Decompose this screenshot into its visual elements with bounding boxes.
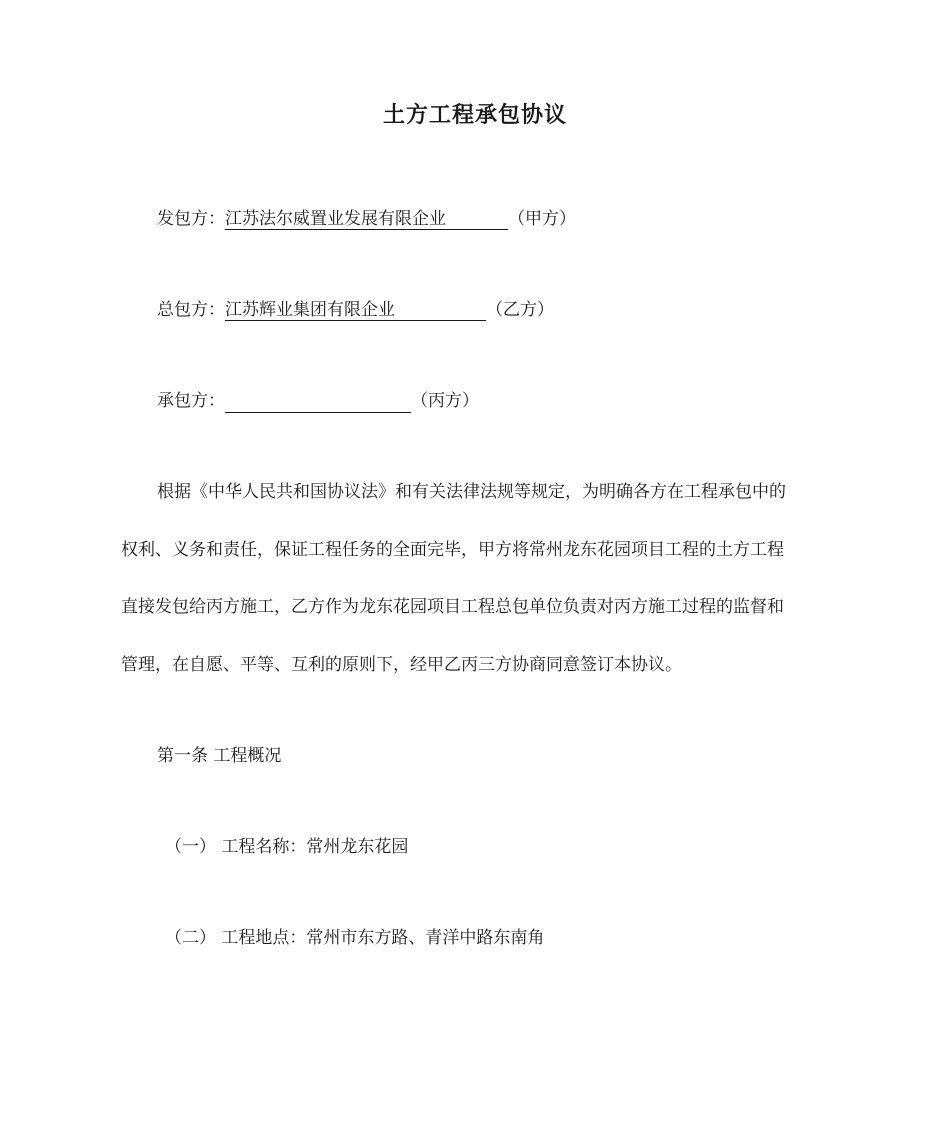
preamble-line: 直接发包给丙方施工，乙方作为龙东花园项目工程总包单位负责对丙方施工过程的监督和 xyxy=(121,597,784,617)
item-number: （二） xyxy=(165,928,216,948)
employer-role: （甲方） xyxy=(508,209,576,229)
general-contractor-name-field xyxy=(225,300,486,321)
article-1-heading: 第一条 工程概况 xyxy=(157,746,282,766)
general-contractor-label: 总包方： xyxy=(157,300,225,320)
article-1-item xyxy=(165,835,408,859)
general-contractor-role: （乙方） xyxy=(486,300,554,320)
item-text: 工程名称：常州龙东花园 xyxy=(221,837,409,857)
article-1-item xyxy=(165,926,544,950)
preamble-line: 根据《中华人民共和国协议法》和有关法律法规等规定，为明确各方在工程承包中的 xyxy=(157,482,786,502)
document-title: 土方工程承包协议 xyxy=(382,103,567,128)
employer-name: 江苏法尔威置业发展有限企业 xyxy=(225,209,446,229)
item-text: 工程地点：常州市东方路、青洋中路东南角 xyxy=(221,928,545,948)
item-number: （一） xyxy=(165,837,216,857)
employer-label: 发包方： xyxy=(157,209,225,229)
contractor-name-field xyxy=(225,392,411,413)
employer-name-field xyxy=(225,209,508,230)
general-contractor-name: 江苏辉业集团有限企业 xyxy=(225,300,395,320)
contractor-role: （丙方） xyxy=(411,391,479,411)
employer-line xyxy=(157,207,576,231)
contractor-line xyxy=(157,389,479,413)
contractor-label: 承包方： xyxy=(157,391,225,411)
preamble-line: 权利、义务和责任，保证工程任务的全面完毕，甲方将常州龙东花园项目工程的土方工程 xyxy=(121,540,784,560)
preamble-line: 管理，在自愿、平等、互利的原则下，经甲乙丙三方协商同意签订本协议。 xyxy=(121,655,682,675)
general-contractor-line xyxy=(157,298,554,322)
